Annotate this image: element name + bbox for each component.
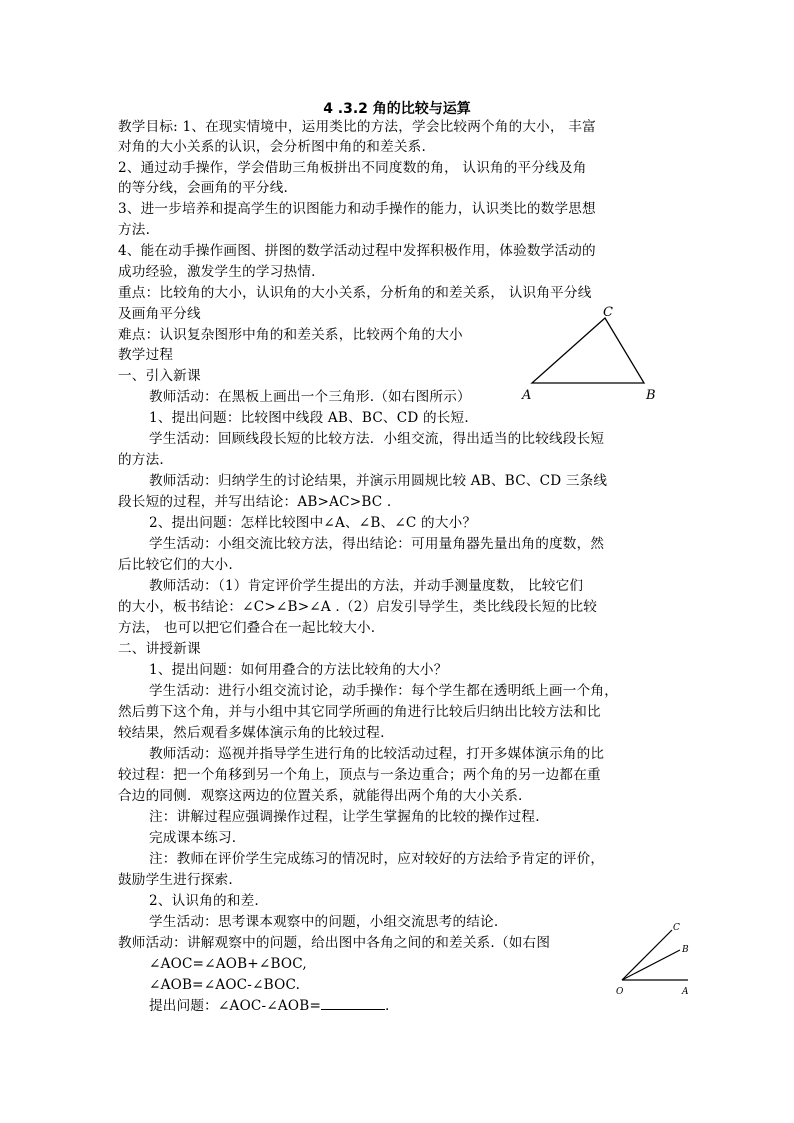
text-line: 较过程：把一个角移到另一个角上，顶点与一条边重合；两个角的另一边都在重 (118, 767, 601, 783)
answer-blank (321, 997, 385, 1010)
text-line: 完成课本练习. (149, 830, 237, 846)
text-line: 后比较它们的大小. (118, 557, 233, 573)
text-line: 鼓励学生进行探索. (118, 872, 233, 888)
triangle-label-a: A (522, 388, 532, 403)
triangle-figure (510, 300, 680, 405)
section-heading: 教学过程 (118, 347, 174, 363)
triangle-shape (532, 318, 644, 383)
text-line: 1、提出问题：如何用叠合的方法比较角的大小？ (149, 662, 448, 678)
text-line: 的方法. (118, 452, 164, 468)
question-end: . (385, 998, 390, 1014)
text-line: 学生活动：进行小组交流讨论，动手操作：每个学生都在透明纸上画一个角， (149, 683, 618, 699)
text-line: 教师活动：（1）肯定评价学生提出的方法，并动手测量度数， 比较它们 (149, 578, 584, 594)
angle-label-a: A (682, 987, 689, 997)
angle-label-c: C (673, 923, 680, 933)
question-text: 提出问题：∠AOC-∠AOB= (149, 998, 322, 1014)
angle-figure (610, 918, 700, 998)
formula-line: ∠AOC=∠AOB+∠BOC, (149, 956, 307, 972)
text-line: 的大小，板书结论：∠C>∠B>∠A .（2）启发引导学生，类比线段长短的比较 (118, 599, 598, 615)
text-line: 重点：比较角的大小，认识角的大小关系，分析角的和差关系， 认识角平分线 (118, 285, 592, 301)
text-line: 合边的同侧．观察这两边的位置关系，就能得出两个角的大小关系. (118, 788, 523, 804)
text-line: 学生活动：小组交流比较方法，得出结论：可用量角器先量出角的度数，然 (149, 536, 605, 552)
triangle-label-c: C (603, 305, 613, 320)
ray-oc (622, 930, 672, 980)
text-line: 2、通过动手操作，学会借助三角板拼出不同度数的角， 认识角的平分线及角 (118, 160, 587, 176)
text-line: 成功经验，激发学生的学习热情. (118, 264, 316, 280)
section-heading: 一、引入新课 (118, 368, 201, 384)
text-line: 然后剪下这个角，并与小组中其它同学所画的角进行比较后归纳出比较方法和比 (118, 704, 601, 720)
text-line: 学生活动：回顾线段长短的比较方法．小组交流，得出适当的比较线段长短 (149, 431, 605, 447)
page-title: 4 .3.2 角的比较与运算 (323, 101, 471, 117)
text-line: 3、进一步培养和提高学生的识图能力和动手操作的能力，认识类比的数学思想 (118, 201, 596, 217)
text-line: 教师活动：归纳学生的讨论结果，并演示用圆规比较 AB、BC、CD 三条线 (149, 473, 608, 489)
section-heading: 二、讲授新课 (118, 641, 201, 657)
text-line: 对角的大小关系的认识，会分析图中角的和差关系. (118, 139, 426, 155)
note-line: 注：讲解过程应强调操作过程，让学生掌握角的比较的操作过程. (149, 809, 540, 825)
note-line: 注：教师在评价学生完成练习的情况时，应对较好的方法给予肯定的评价， (149, 851, 605, 867)
text-line: 2、提出问题：怎样比较图中∠A、∠B、∠C 的大小？ (149, 515, 477, 531)
text-line: 难点：认识复杂图形中角的和差关系，比较两个角的大小 (118, 327, 463, 343)
angle-label-o: O (616, 987, 624, 997)
angle-label-b: B (682, 945, 689, 955)
question-line (149, 997, 390, 1015)
text-line: 段长短的过程，并写出结论：AB>AC>BC . (118, 494, 392, 510)
triangle-label-b: B (646, 388, 656, 403)
text-line: 1、提出问题：比较图中线段 AB、BC、CD 的长短. (149, 410, 469, 426)
text-line: 教学目标: 1、在现实情境中，运用类比的方法，学会比较两个角的大小， 丰富 (118, 119, 596, 135)
text-line: 方法. (118, 222, 151, 238)
text-line: 的等分线，会画角的平分线. (118, 180, 289, 196)
text-line: 方法， 也可以把它们叠合在一起比较大小. (118, 620, 376, 636)
text-line: 教师活动：讲解观察中的问题，给出图中各角之间的和差关系.（如右图 (118, 935, 551, 951)
text-line: 及画角平分线 (118, 306, 201, 322)
text-line: 教师活动：巡视并指导学生进行角的比较活动过程，打开多媒体演示角的比 (149, 746, 605, 762)
text-line: 2、认识角的和差. (149, 893, 259, 909)
text-line: 4、能在动手操作画图、拼图的数学活动过程中发挥积极作用，体验数学活动的 (118, 243, 596, 259)
text-line: 学生活动：思考课本观察中的问题，小组交流思考的结论. (149, 914, 499, 930)
formula-line: ∠AOB=∠AOC-∠BOC. (149, 977, 301, 993)
ray-ob (622, 950, 680, 980)
text-line: 教师活动：在黑板上画出一个三角形.（如右图所示） (149, 389, 471, 405)
text-line: 较结果，然后观看多媒体演示角的比较过程. (118, 725, 385, 741)
